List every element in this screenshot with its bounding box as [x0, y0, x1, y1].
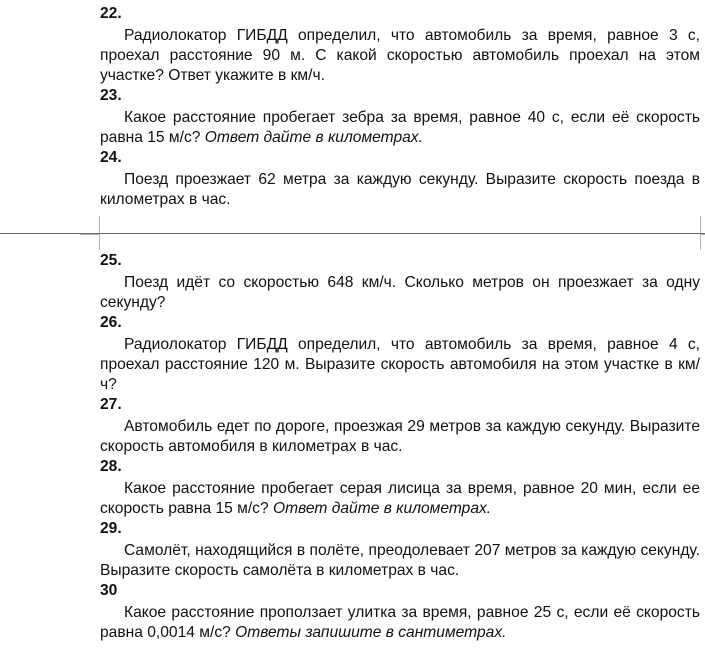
problem-text: Поезд проезжает 62 метра за каждую секунду. Выразите скорость поезда в километрах в час. — [100, 171, 700, 208]
document-page-bottom — [100, 251, 700, 643]
problem-text: Автомобиль едет по дороге, проезжая 29 метров за каждую секунду. Выразите скорость автомобиля в километрах в час. — [100, 418, 700, 455]
problem-30 — [100, 581, 700, 643]
problem-26 — [100, 313, 700, 395]
problem-25 — [100, 251, 700, 313]
problem-text: Какое расстояние пробегает зебра за время, равное 40 с, если её скорость равна 15 м/с? Ответ дайте в километрах. — [100, 109, 700, 146]
page-corner-mark — [80, 234, 100, 250]
problem-29 — [100, 519, 700, 581]
page-corner-mark — [80, 216, 100, 234]
problem-22 — [100, 0, 700, 86]
problem-number: 26. — [100, 314, 122, 331]
problem-number: 25. — [100, 252, 122, 269]
problem-number: 29. — [100, 520, 122, 537]
document-page-top — [100, 0, 700, 210]
problem-number: 28. — [100, 458, 122, 475]
problem-text: Радиолокатор ГИБДД определил, что автомобиль за время, равное 4 с, проехал расстояние 120 м. Выразите скорость автомобиля на этом участке в км/ч? — [100, 336, 700, 393]
problem-text: Самолёт, находящийся в полёте, преодолевает 207 метров за каждую секунду. Выразите скорость самолёта в километрах в час. — [100, 542, 700, 579]
page-corner-mark — [700, 216, 705, 234]
problem-number: 30 — [100, 582, 118, 599]
problem-27 — [100, 395, 700, 457]
problem-24 — [100, 148, 700, 210]
problem-number: 27. — [100, 396, 122, 413]
problem-23 — [100, 86, 700, 148]
problem-text: Поезд идёт со скоростью 648 км/ч. Сколько метров он проезжает за одну секунду? — [100, 274, 700, 311]
problem-number: 23. — [100, 87, 122, 104]
problem-28 — [100, 457, 700, 519]
problem-text: Какое расстояние пробегает серая лисица за время, равное 20 мин, если ее скорость равна 15 м/с? Ответ дайте в километрах. — [100, 480, 700, 517]
problem-text: Какое расстояние проползает улитка за время, равное 25 с, если её скорость равна 0,0014 м/с? Ответы запишите в сантиметрах. — [100, 604, 700, 641]
problem-text: Радиолокатор ГИБДД определил, что автомобиль за время, равное 3 с, проехал расстояние 90 м. С какой скоростью автомобиль проехал на этом участке? Ответ укажите в км/ч. — [100, 27, 700, 84]
page-break-line — [0, 233, 705, 234]
problem-number: 24. — [100, 149, 122, 166]
page-corner-mark — [700, 234, 705, 250]
problem-number: 22. — [100, 5, 122, 22]
